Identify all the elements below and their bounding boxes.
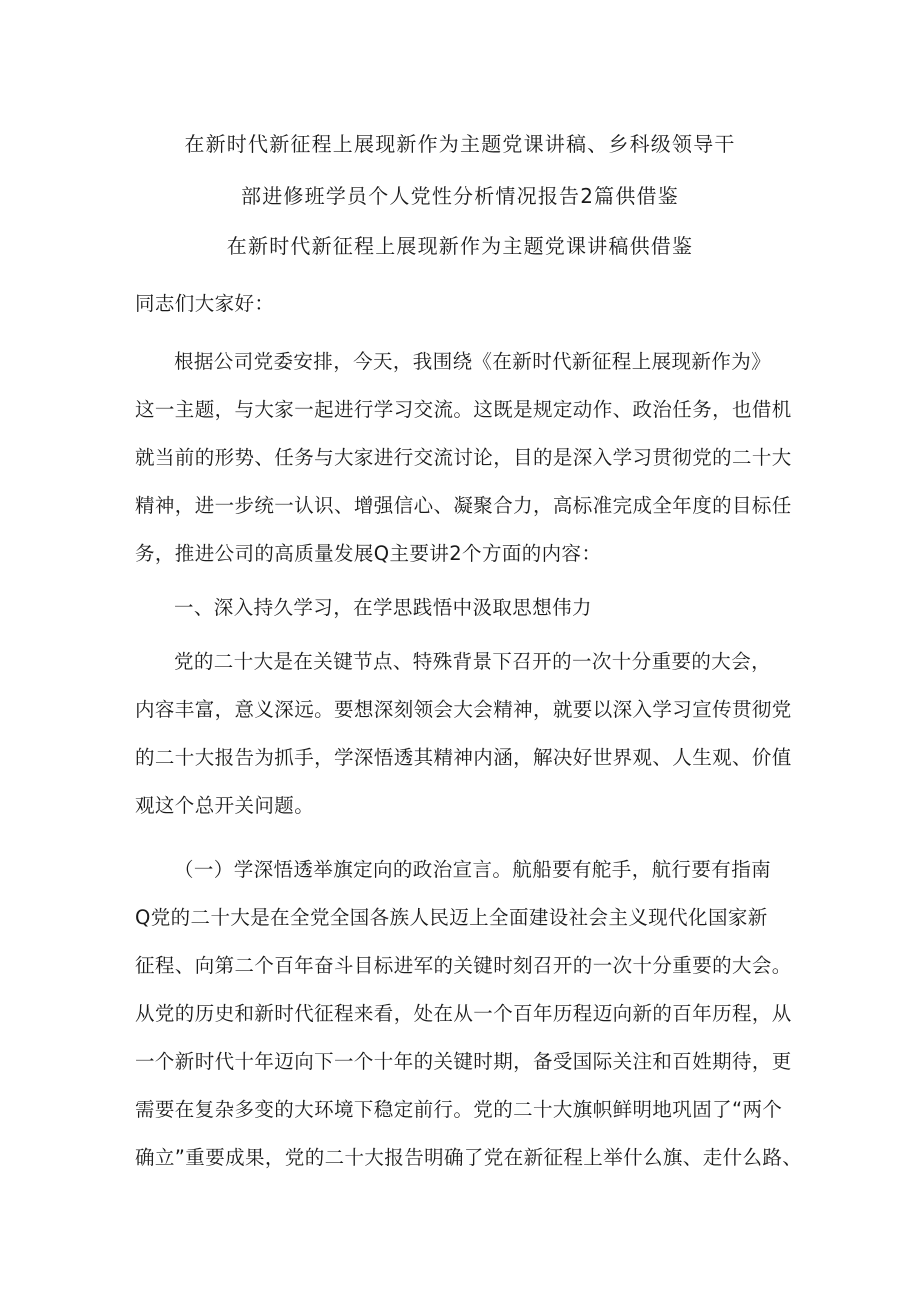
section-1-heading: 一、深入持久学习，在学思践悟中汲取思想伟力 xyxy=(174,596,592,619)
paragraph-3-line: 需要在复杂多变的大环境下稳定前行。党的二十大旗帜鲜明地巩固了“两个 xyxy=(135,1098,783,1121)
document-subtitle: 在新时代新征程上展现新作为主题党课讲稿供借鉴 xyxy=(226,234,694,258)
paragraph-3-line: 确立”重要成果，党的二十大报告明确了党在新征程上举什么旗、走什么路、 xyxy=(135,1146,803,1169)
paragraph-1-line: 这一主题，与大家一起进行学习交流。这既是规定动作、政治任务，也借机 xyxy=(135,398,792,421)
paragraph-1-line: 根据公司党委安排，今天，我围绕《在新时代新征程上展现新作为》 xyxy=(174,350,772,373)
paragraph-3-line: Q党的二十大是在全党全国各族人民迈上全面建设社会主义现代化国家新 xyxy=(135,906,768,929)
paragraph-1-line: 务，推进公司的高质量发展Q主要讲2个方面的内容： xyxy=(135,542,602,565)
document-title-line-1: 在新时代新征程上展现新作为主题党课讲稿、乡科级领导干 xyxy=(184,132,736,156)
paragraph-1-line: 精神，进一步统一认识、增强信心、凝聚合力，高标准完成全年度的目标任 xyxy=(135,494,792,517)
greeting: 同志们大家好： xyxy=(135,292,275,315)
paragraph-3-line: 从党的历史和新时代征程来看，处在从一个百年历程迈向新的百年历程，从 xyxy=(135,1002,792,1025)
paragraph-1-line: 就当前的形势、任务与大家进行交流讨论，目的是深入学习贯彻党的二十大 xyxy=(135,446,792,469)
paragraph-2-line: 的二十大报告为抓手，学深悟透其精神内涵，解决好世界观、人生观、价值 xyxy=(135,746,792,769)
paragraph-2-line: 内容丰富，意义深远。要想深刻领会大会精神，就要以深入学习宣传贯彻党 xyxy=(135,698,792,721)
paragraph-3-line: 一个新时代十年迈向下一个十年的关键时期，备受国际关注和百姓期待，更 xyxy=(135,1050,792,1073)
paragraph-2-line: 观这个总开关问题。 xyxy=(135,794,315,817)
paragraph-3-line: 征程、向第二个百年奋斗目标进军的关键时刻召开的一次十分重要的大会。 xyxy=(135,954,792,977)
paragraph-3-line: （一）学深悟透举旗定向的政治宣言。航船要有舵手，航行要有指南 xyxy=(174,858,772,881)
paragraph-2-line: 党的二十大是在关键节点、特殊背景下召开的一次十分重要的大会， xyxy=(174,650,772,673)
document-title-line-2: 部进修班学员个人党性分析情况报告2篇供借鉴 xyxy=(241,184,679,208)
